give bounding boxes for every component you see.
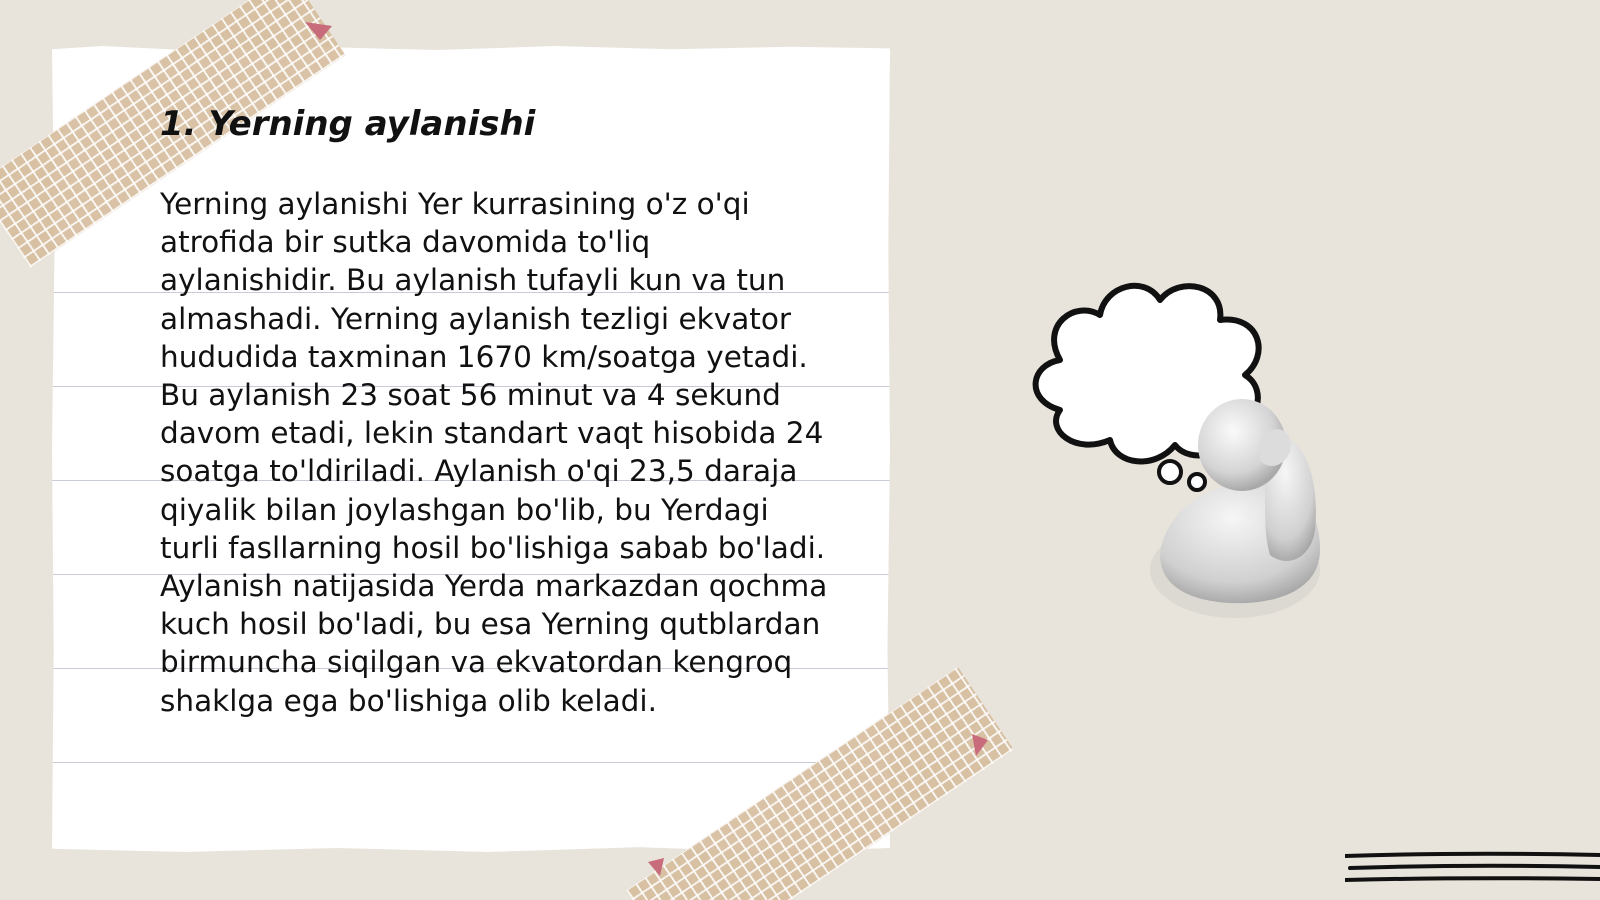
body-line: Bu aylanish 23 soat 56 minut va 4 sekund [160, 378, 781, 413]
body-line: aylanishidir. Bu aylanish tufayli kun va tun [160, 263, 786, 298]
paper-rule-line [52, 762, 890, 763]
body-line: Aylanish natijasida Yerda markazdan qochma [160, 569, 828, 604]
body-line: davom etadi, lekin standart vaqt hisobida 24 [160, 416, 824, 451]
decorative-lines [1345, 848, 1600, 888]
body-line: atrofida bir sutka davomida to'liq [160, 225, 651, 260]
body-line: soatga to'ldiriladi. Aylanish o'qi 23,5 daraja [160, 454, 798, 489]
thinking-person-icon [1020, 270, 1340, 620]
body-line: kuch hosil bo'ladi, bu esa Yerning qutblardan [160, 607, 821, 642]
body-line: shaklga ega bo'lishiga olib keladi. [160, 683, 657, 718]
body-paragraph [160, 185, 850, 720]
body-line: hududida taxminan 1670 km/soatga yetadi. [160, 339, 808, 374]
page-title: 1. Yerning aylanishi [160, 104, 536, 144]
body-line: qiyalik bilan joylashgan bo'lib, bu Yerdagi [160, 492, 769, 527]
body-line: Yerning aylanishi Yer kurrasining o'z o'qi [160, 187, 750, 221]
body-line: almashadi. Yerning aylanish tezligi ekvator [160, 301, 792, 336]
body-line: birmuncha siqilgan va ekvatordan kengroq [160, 645, 793, 680]
body-line: turli fasllarning hosil bo'lishiga sabab bo'ladi. [160, 530, 826, 565]
